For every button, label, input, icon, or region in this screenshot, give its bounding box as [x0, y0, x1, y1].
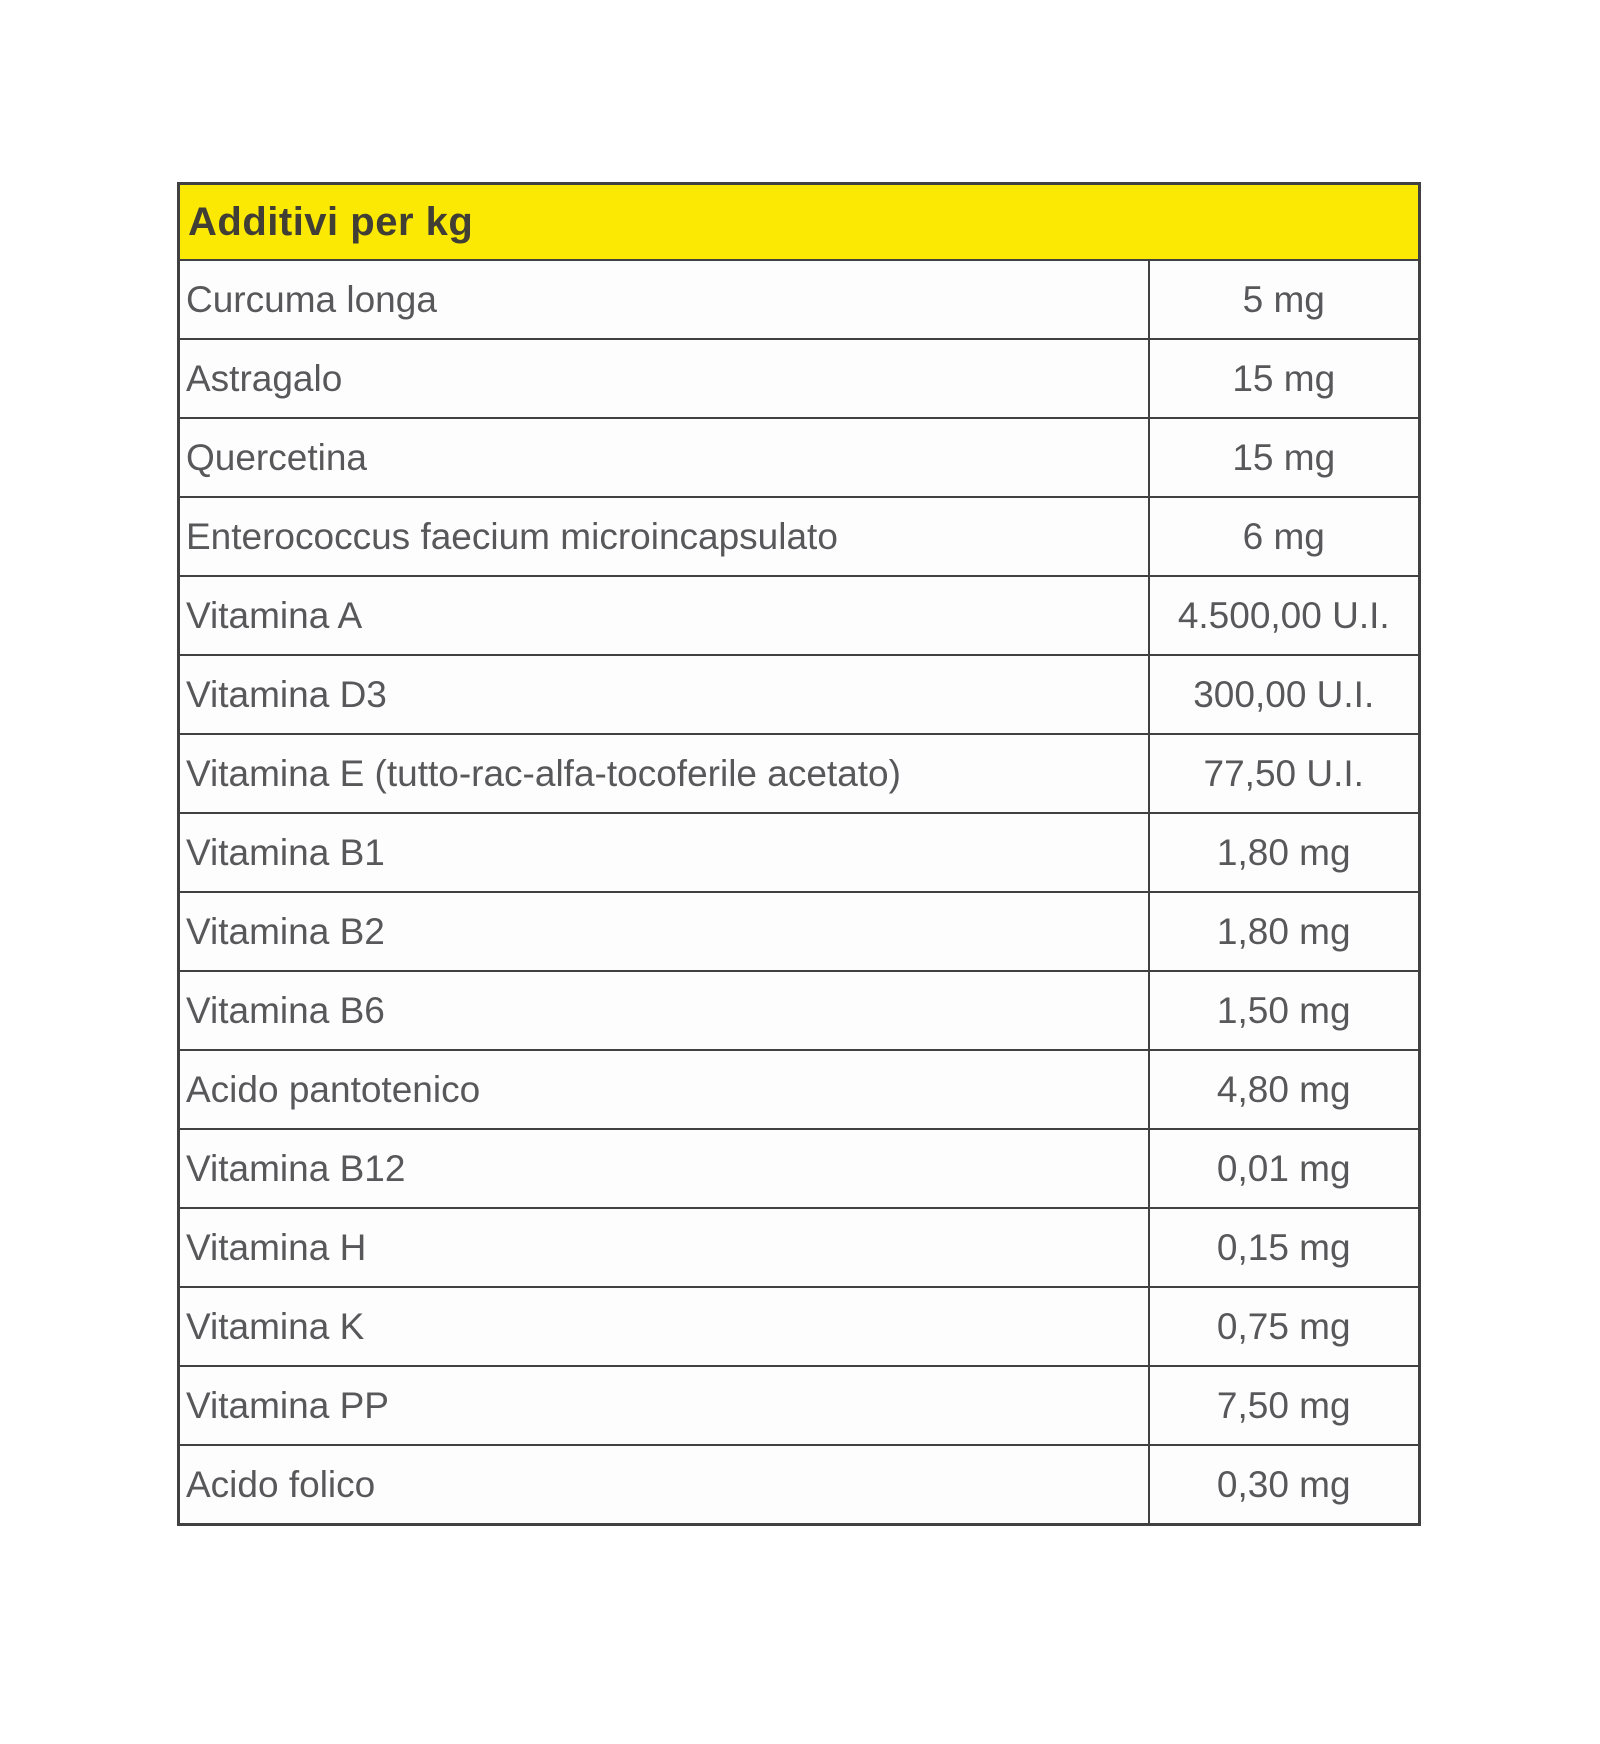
row-value: 1,80 mg — [1149, 892, 1420, 971]
table-row — [179, 1445, 1420, 1525]
row-value: 4.500,00 U.I. — [1149, 576, 1420, 655]
row-value: 0,75 mg — [1149, 1287, 1420, 1366]
table-row — [179, 1129, 1420, 1208]
row-label: Vitamina K — [179, 1287, 1149, 1366]
row-label: Vitamina B6 — [179, 971, 1149, 1050]
additives-table — [177, 182, 1421, 1526]
row-value: 7,50 mg — [1149, 1366, 1420, 1445]
row-value: 4,80 mg — [1149, 1050, 1420, 1129]
row-value: 1,50 mg — [1149, 971, 1420, 1050]
table-row — [179, 971, 1420, 1050]
table-header: Additivi per kg — [179, 184, 1420, 261]
table-row — [179, 734, 1420, 813]
row-label: Acido folico — [179, 1445, 1149, 1525]
row-label: Astragalo — [179, 339, 1149, 418]
row-label: Vitamina H — [179, 1208, 1149, 1287]
table-row — [179, 1208, 1420, 1287]
row-label: Vitamina B2 — [179, 892, 1149, 971]
row-value: 1,80 mg — [1149, 813, 1420, 892]
row-label: Vitamina PP — [179, 1366, 1149, 1445]
row-label: Vitamina E (tutto-rac-alfa-tocoferile acetato) — [179, 734, 1149, 813]
table-row — [179, 813, 1420, 892]
table-row — [179, 418, 1420, 497]
row-value: 0,01 mg — [1149, 1129, 1420, 1208]
header-row — [179, 184, 1420, 261]
row-label: Quercetina — [179, 418, 1149, 497]
table-row — [179, 497, 1420, 576]
table-row — [179, 1366, 1420, 1445]
table-row — [179, 1287, 1420, 1366]
row-label: Vitamina B12 — [179, 1129, 1149, 1208]
row-label: Curcuma longa — [179, 260, 1149, 339]
row-value: 5 mg — [1149, 260, 1420, 339]
row-value: 6 mg — [1149, 497, 1420, 576]
row-label: Vitamina A — [179, 576, 1149, 655]
table-row — [179, 260, 1420, 339]
row-label: Acido pantotenico — [179, 1050, 1149, 1129]
row-value: 0,30 mg — [1149, 1445, 1420, 1525]
row-value: 0,15 mg — [1149, 1208, 1420, 1287]
row-value: 300,00 U.I. — [1149, 655, 1420, 734]
table-row — [179, 655, 1420, 734]
row-label: Vitamina B1 — [179, 813, 1149, 892]
row-value: 77,50 U.I. — [1149, 734, 1420, 813]
row-value: 15 mg — [1149, 418, 1420, 497]
row-label: Vitamina D3 — [179, 655, 1149, 734]
table-row — [179, 892, 1420, 971]
row-label: Enterococcus faecium microincapsulato — [179, 497, 1149, 576]
table-row — [179, 576, 1420, 655]
row-value: 15 mg — [1149, 339, 1420, 418]
table-row — [179, 1050, 1420, 1129]
table-row — [179, 339, 1420, 418]
